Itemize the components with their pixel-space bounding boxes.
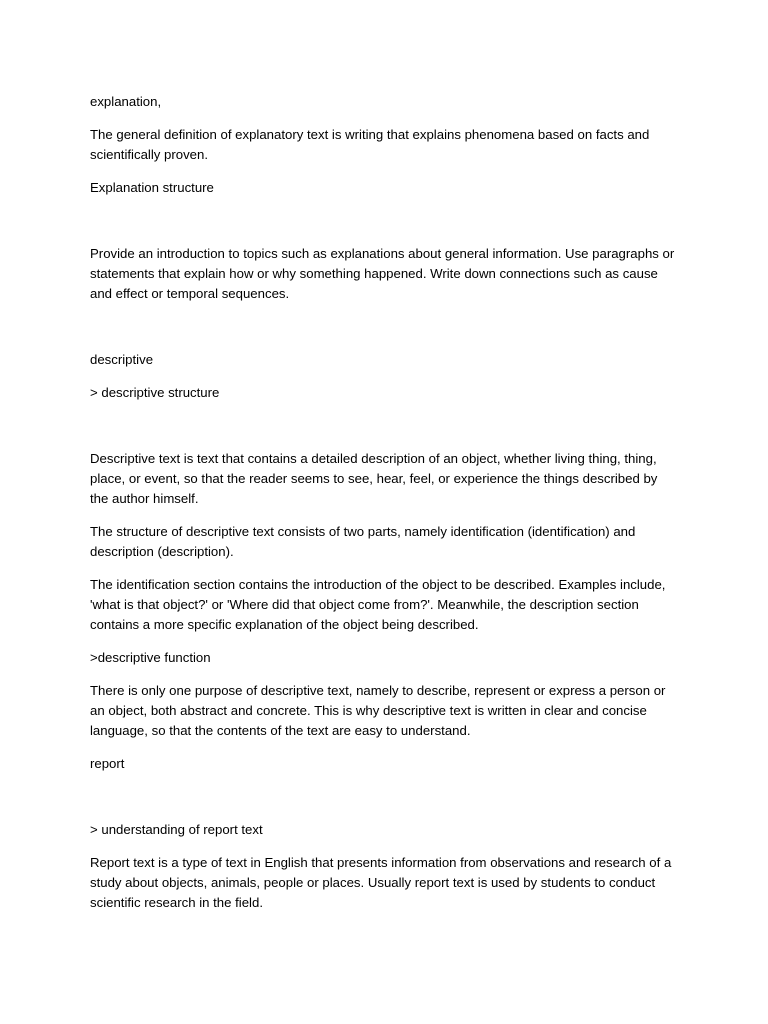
paragraph-explanation-heading: explanation, [90,94,162,109]
paragraph-descriptive-function-heading: >descriptive function [90,650,211,665]
paragraph-report-heading: report [90,756,125,771]
document-body [90,92,675,926]
paragraph-explanation-structure: Explanation structure [90,180,214,195]
paragraph-descriptive-purpose: There is only one purpose of descriptive text, namely to describe, represent or express a person or an object, both abstract and concrete. This is why descriptive text is written in clear and concise language, so that the contents of the text are easy to understand. [90,683,666,738]
paragraph-identification-section: The identification section contains the introduction of the object to be described. Examples include, 'what is that object?' or 'Where did that object come from?'. Meanwhile, the description section contains a more specific explanation of the object being described. [90,577,666,632]
paragraph-descriptive-heading: descriptive [90,352,154,367]
paragraph-report-understanding-heading: > understanding of report text [90,822,263,837]
paragraph-descriptive-definition: Descriptive text is text that contains a detailed description of an object, whether living thing, thing, place, or event, so that the reader seems to see, hear, feel, or experience the things described by the author himself. [90,451,658,506]
paragraph-explanation-intro: Provide an introduction to topics such as explanations about general information. Use paragraphs or statements that explain how or why something happened. Write down connections such as cause and effect or temporal sequences. [90,246,675,301]
paragraph-descriptive-parts: The structure of descriptive text consists of two parts, namely identification (identification) and description (description). [90,524,636,559]
paragraph-report-definition: Report text is a type of text in English that presents information from observations and research of a study about objects, animals, people or places. Usually report text is used by students to conduct scientific research in the field. [90,855,672,910]
paragraph-explanation-definition: The general definition of explanatory text is writing that explains phenomena based on facts and scientifically proven. [90,127,650,162]
paragraph-descriptive-structure-heading: > descriptive structure [90,385,220,400]
